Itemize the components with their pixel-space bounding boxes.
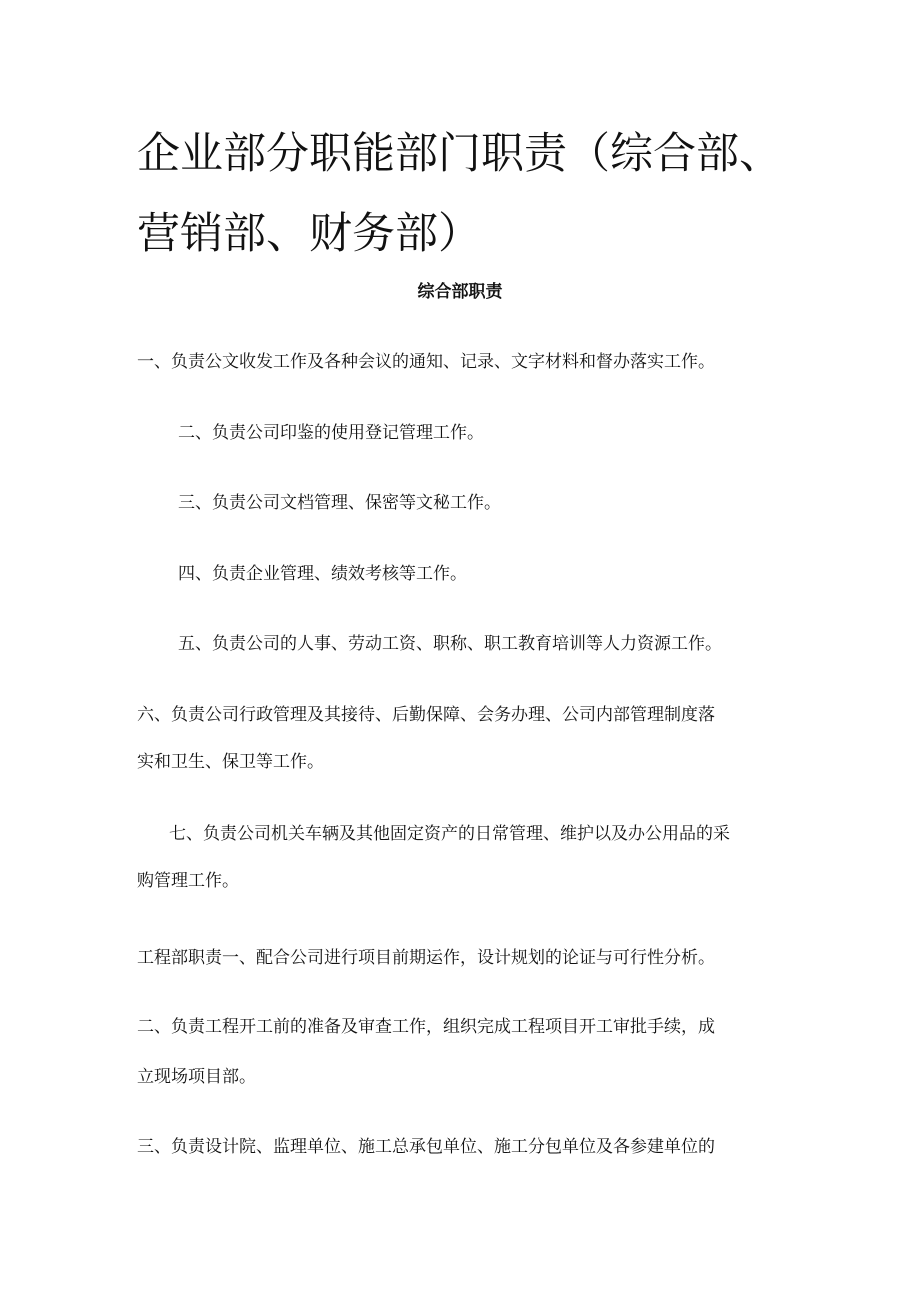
- paragraph-line: 三、负责设计院、监理单位、施工总承包单位、施工分包单位及各参建单位的: [137, 1137, 715, 1157]
- document-title-line-1: 企业部分职能部门职责（综合部、: [137, 129, 782, 179]
- paragraph-line: 五、负责公司的人事、劳动工资、职称、职工教育培训等人力资源工作。: [178, 634, 722, 654]
- paragraph-line: 三、负责公司文档管理、保密等文秘工作。: [178, 493, 501, 513]
- paragraph-line: 购管理工作。: [137, 871, 239, 891]
- paragraph-line: 一、负责公文收发工作及各种会议的通知、记录、文字材料和督办落实工作。: [137, 352, 715, 372]
- paragraph-line: 立现场项目部。: [137, 1067, 256, 1087]
- paragraph-line: 六、负责公司行政管理及其接待、后勤保障、会务办理、公司内部管理制度落: [137, 705, 715, 725]
- paragraph-line: 工程部职责一、配合公司进行项目前期运作，设计规划的论证与可行性分析。: [137, 948, 715, 968]
- paragraph-line: 四、负责企业管理、绩效考核等工作。: [178, 564, 467, 584]
- document-title-line-2: 营销部、财务部）: [137, 209, 481, 259]
- paragraph-line: 七、负责公司机关车辆及其他固定资产的日常管理、维护以及办公用品的采: [169, 824, 730, 844]
- paragraph-line: 二、负责工程开工前的准备及审查工作，组织完成工程项目开工审批手续，成: [137, 1017, 715, 1037]
- paragraph-line: 二、负责公司印鉴的使用登记管理工作。: [178, 423, 484, 443]
- paragraph-line: 实和卫生、保卫等工作。: [137, 752, 324, 772]
- section-heading: 综合部职责: [417, 282, 503, 302]
